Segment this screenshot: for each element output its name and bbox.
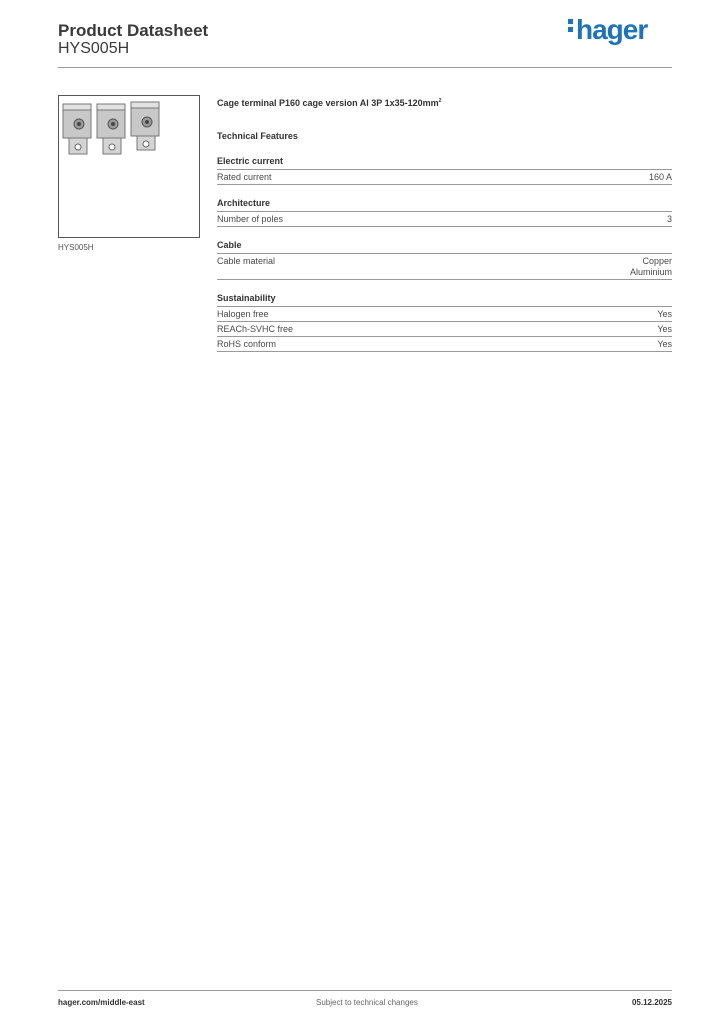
feature-row [217,307,672,322]
feature-values [667,214,672,225]
feature-label: Cable material [217,256,276,266]
feature-value: 3 [666,214,672,224]
feature-values [649,172,672,183]
section-title: Sustainability [217,292,672,307]
product-name-text: Cage terminal P160 cage version Al 3P 1x35-120mm [217,98,439,108]
product-name-superscript: 2 [438,98,442,104]
feature-section [217,239,672,280]
feature-row [217,337,672,352]
feature-value: Copper [642,256,672,266]
logo-dots-icon [568,16,574,35]
feature-label: REACh-SVHC free [217,324,294,334]
feature-label: RoHS conform [217,339,277,349]
feature-value: Yes [657,339,672,349]
feature-value: Yes [657,324,672,334]
product-details [217,95,672,364]
feature-section [217,155,672,185]
feature-label: Number of poles [217,214,284,224]
section-title: Cable [217,239,672,254]
feature-label: Halogen free [217,309,269,319]
feature-values [657,309,672,320]
feature-row [217,170,672,185]
feature-row [217,254,672,280]
section-title: Architecture [217,197,672,212]
product-code: HYS005H [58,40,130,57]
logo-text: hager [576,14,648,45]
feature-label: Rated current [217,172,272,182]
cage-terminal-illustration [59,96,199,237]
hager-logo [568,14,647,46]
feature-values [657,339,672,350]
feature-row [217,212,672,227]
technical-features-heading: Technical Features [217,131,298,141]
feature-values [657,324,672,335]
image-caption: HYS005H [58,243,94,252]
footer-date: 05.12.2025 [631,998,672,1007]
header-divider [58,67,672,68]
feature-value: Yes [657,309,672,319]
section-title: Electric current [217,155,672,170]
product-name [217,95,672,109]
footer-divider [58,990,672,991]
feature-section [217,197,672,227]
feature-value: Aluminium [629,267,672,277]
product-image [58,95,200,238]
footer-website: hager.com/middle-east [58,998,145,1007]
feature-section [217,292,672,352]
feature-row [217,322,672,337]
page-title: Product Datasheet [58,21,209,40]
footer-notice: Subject to technical changes [316,998,418,1007]
feature-values [630,256,672,278]
technical-features-sections [217,155,672,352]
feature-value: 160 A [648,172,672,182]
